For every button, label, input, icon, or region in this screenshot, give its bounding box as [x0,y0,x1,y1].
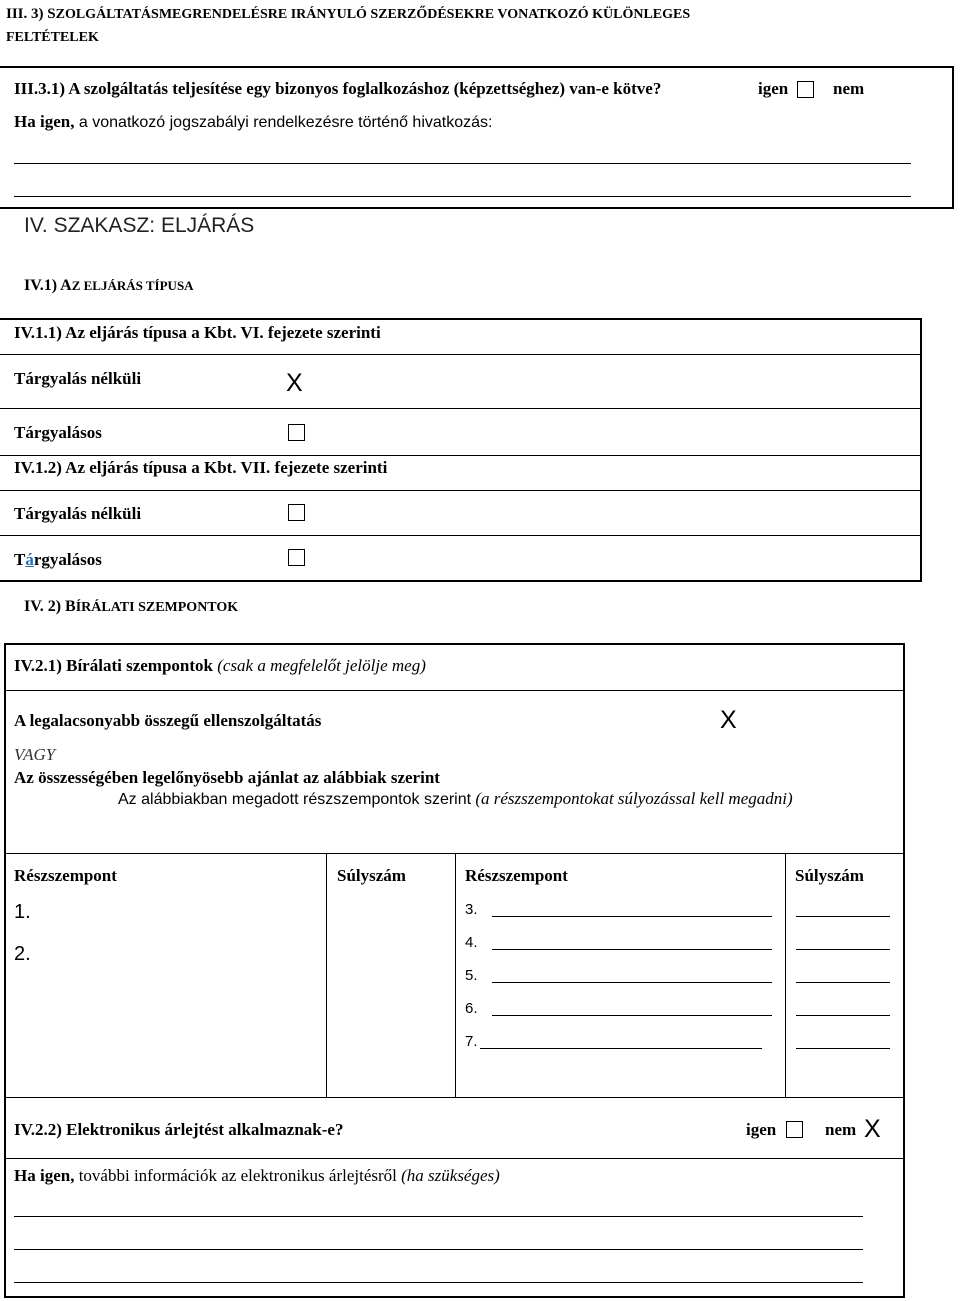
targyalas-nelkuli-label-1: Tárgyalás nélküli [14,369,142,388]
iv-1-1-heading: IV.1.1) Az eljárás típusa a Kbt. VI. fejezete szerinti [14,323,381,342]
reference-line-1[interactable] [14,163,911,164]
divider [0,490,922,491]
col-header-reszszempont-2: Részszempont [465,866,568,885]
targyalasos-checkbox-1[interactable] [288,424,305,441]
sulyszam-line-3[interactable] [796,916,890,917]
alabbiakban-label: Az alábbiakban megadott részszempontok szerint (a részszempontokat súlyozással kell megadni) [118,789,793,808]
right-item-6: 6. [465,1000,478,1017]
section-4-title: IV. SZAKASZ: ELJÁRÁS [24,214,255,237]
iv-2-title: IV. 2) BÍRÁLATI SZEMPONTOK [24,598,239,615]
section-3-title: III. 3) SZOLGÁLTATÁSMEGRENDELÉSRE IRÁNYULÓ SZERZŐDÉSEKRE VONATKOZÓ KÜLÖNLEGES FELTÉTELEK [6,6,691,45]
sulyszam-line-5[interactable] [796,982,890,983]
divider [4,1158,905,1159]
reference-line-2[interactable] [14,196,911,197]
selected-x-mark[interactable]: X [864,1115,881,1143]
table-col-divider [326,853,327,1097]
iv-2-2-igen-checkbox[interactable] [786,1121,803,1138]
targyalasos-label-1: Tárgyalásos [14,423,102,442]
vagy-label: VAGY [14,745,56,764]
q-3-1-1-nem-label: nem [833,79,865,98]
sulyszam-line-4[interactable] [796,949,890,950]
legalacsonyabb-label: A legalacsonyabb összegű ellenszolgáltatás [14,711,322,730]
divider [0,535,922,536]
iv-2-2-nem-label: nem [825,1120,857,1139]
iv-1-2-heading: IV.1.2) Az eljárás típusa a Kbt. VII. fejezete szerinti [14,458,388,477]
arlejtes-info-line-1[interactable] [14,1216,863,1217]
table-col-divider [455,853,456,1097]
selected-x-mark[interactable]: X [720,706,737,734]
q-3-1-1: III.3.1) A szolgáltatás teljesítése egy bizonyos foglalkozáshoz (képzettséghez) van-e kötve? [14,79,662,98]
divider [4,690,905,691]
divider [0,354,922,355]
iv-1-frame [0,318,922,582]
arlejtes-info-line-3[interactable] [14,1282,863,1283]
right-item-3-line[interactable] [492,916,772,917]
divider [0,455,922,456]
ha-igen-arlejtes: Ha igen, további információk az elektronikus árlejtésről (ha szükséges) [14,1166,500,1185]
iv-1-title: IV.1) AZ ELJÁRÁS TÍPUSA [24,277,194,294]
right-item-4: 4. [465,934,478,951]
right-item-7-line[interactable] [480,1048,762,1049]
col-header-sulyszam-1: Súlyszám [337,866,406,885]
right-item-5-line[interactable] [492,982,772,983]
left-item-2: 2. [14,943,31,965]
iv-2-2-heading: IV.2.2) Elektronikus árlejtést alkalmaznak-e? [14,1120,344,1139]
osszessegeben-label: Az összességében legelőnyösebb ajánlat az alábbiak szerint [14,768,440,787]
right-item-7: 7. [465,1033,478,1050]
right-item-5: 5. [465,967,478,984]
arlejtes-info-line-2[interactable] [14,1249,863,1250]
divider [0,408,922,409]
col-header-sulyszam-2: Súlyszám [795,866,864,885]
col-header-reszszempont-1: Részszempont [14,866,117,885]
q-3-1-1-igen-checkbox[interactable] [797,81,814,98]
selected-x-mark[interactable]: X [286,369,303,397]
iv-2-2-igen-label: igen [746,1120,777,1139]
left-item-1: 1. [14,901,31,923]
right-item-6-line[interactable] [492,1015,772,1016]
sulyszam-line-7[interactable] [796,1048,890,1049]
right-item-3: 3. [465,901,478,918]
sulyszam-line-6[interactable] [796,1015,890,1016]
divider [4,1097,905,1098]
targyalas-nelkuli-label-2: Tárgyalás nélküli [14,504,142,523]
q-3-1-1-igen-label: igen [758,79,789,98]
divider [0,580,922,582]
targyalasos-label-2: Tárgyalásos [14,550,102,569]
ha-igen-reference: Ha igen, a vonatkozó jogszabályi rendelkezésre történő hivatkozás: [14,112,493,131]
targyalasos-checkbox-2[interactable] [288,549,305,566]
targyalas-nelkuli-checkbox-2[interactable] [288,504,305,521]
iv-2-1-heading: IV.2.1) Bírálati szempontok (csak a megfelelőt jelölje meg) [14,656,426,675]
right-item-4-line[interactable] [492,949,772,950]
table-col-divider [785,853,786,1097]
